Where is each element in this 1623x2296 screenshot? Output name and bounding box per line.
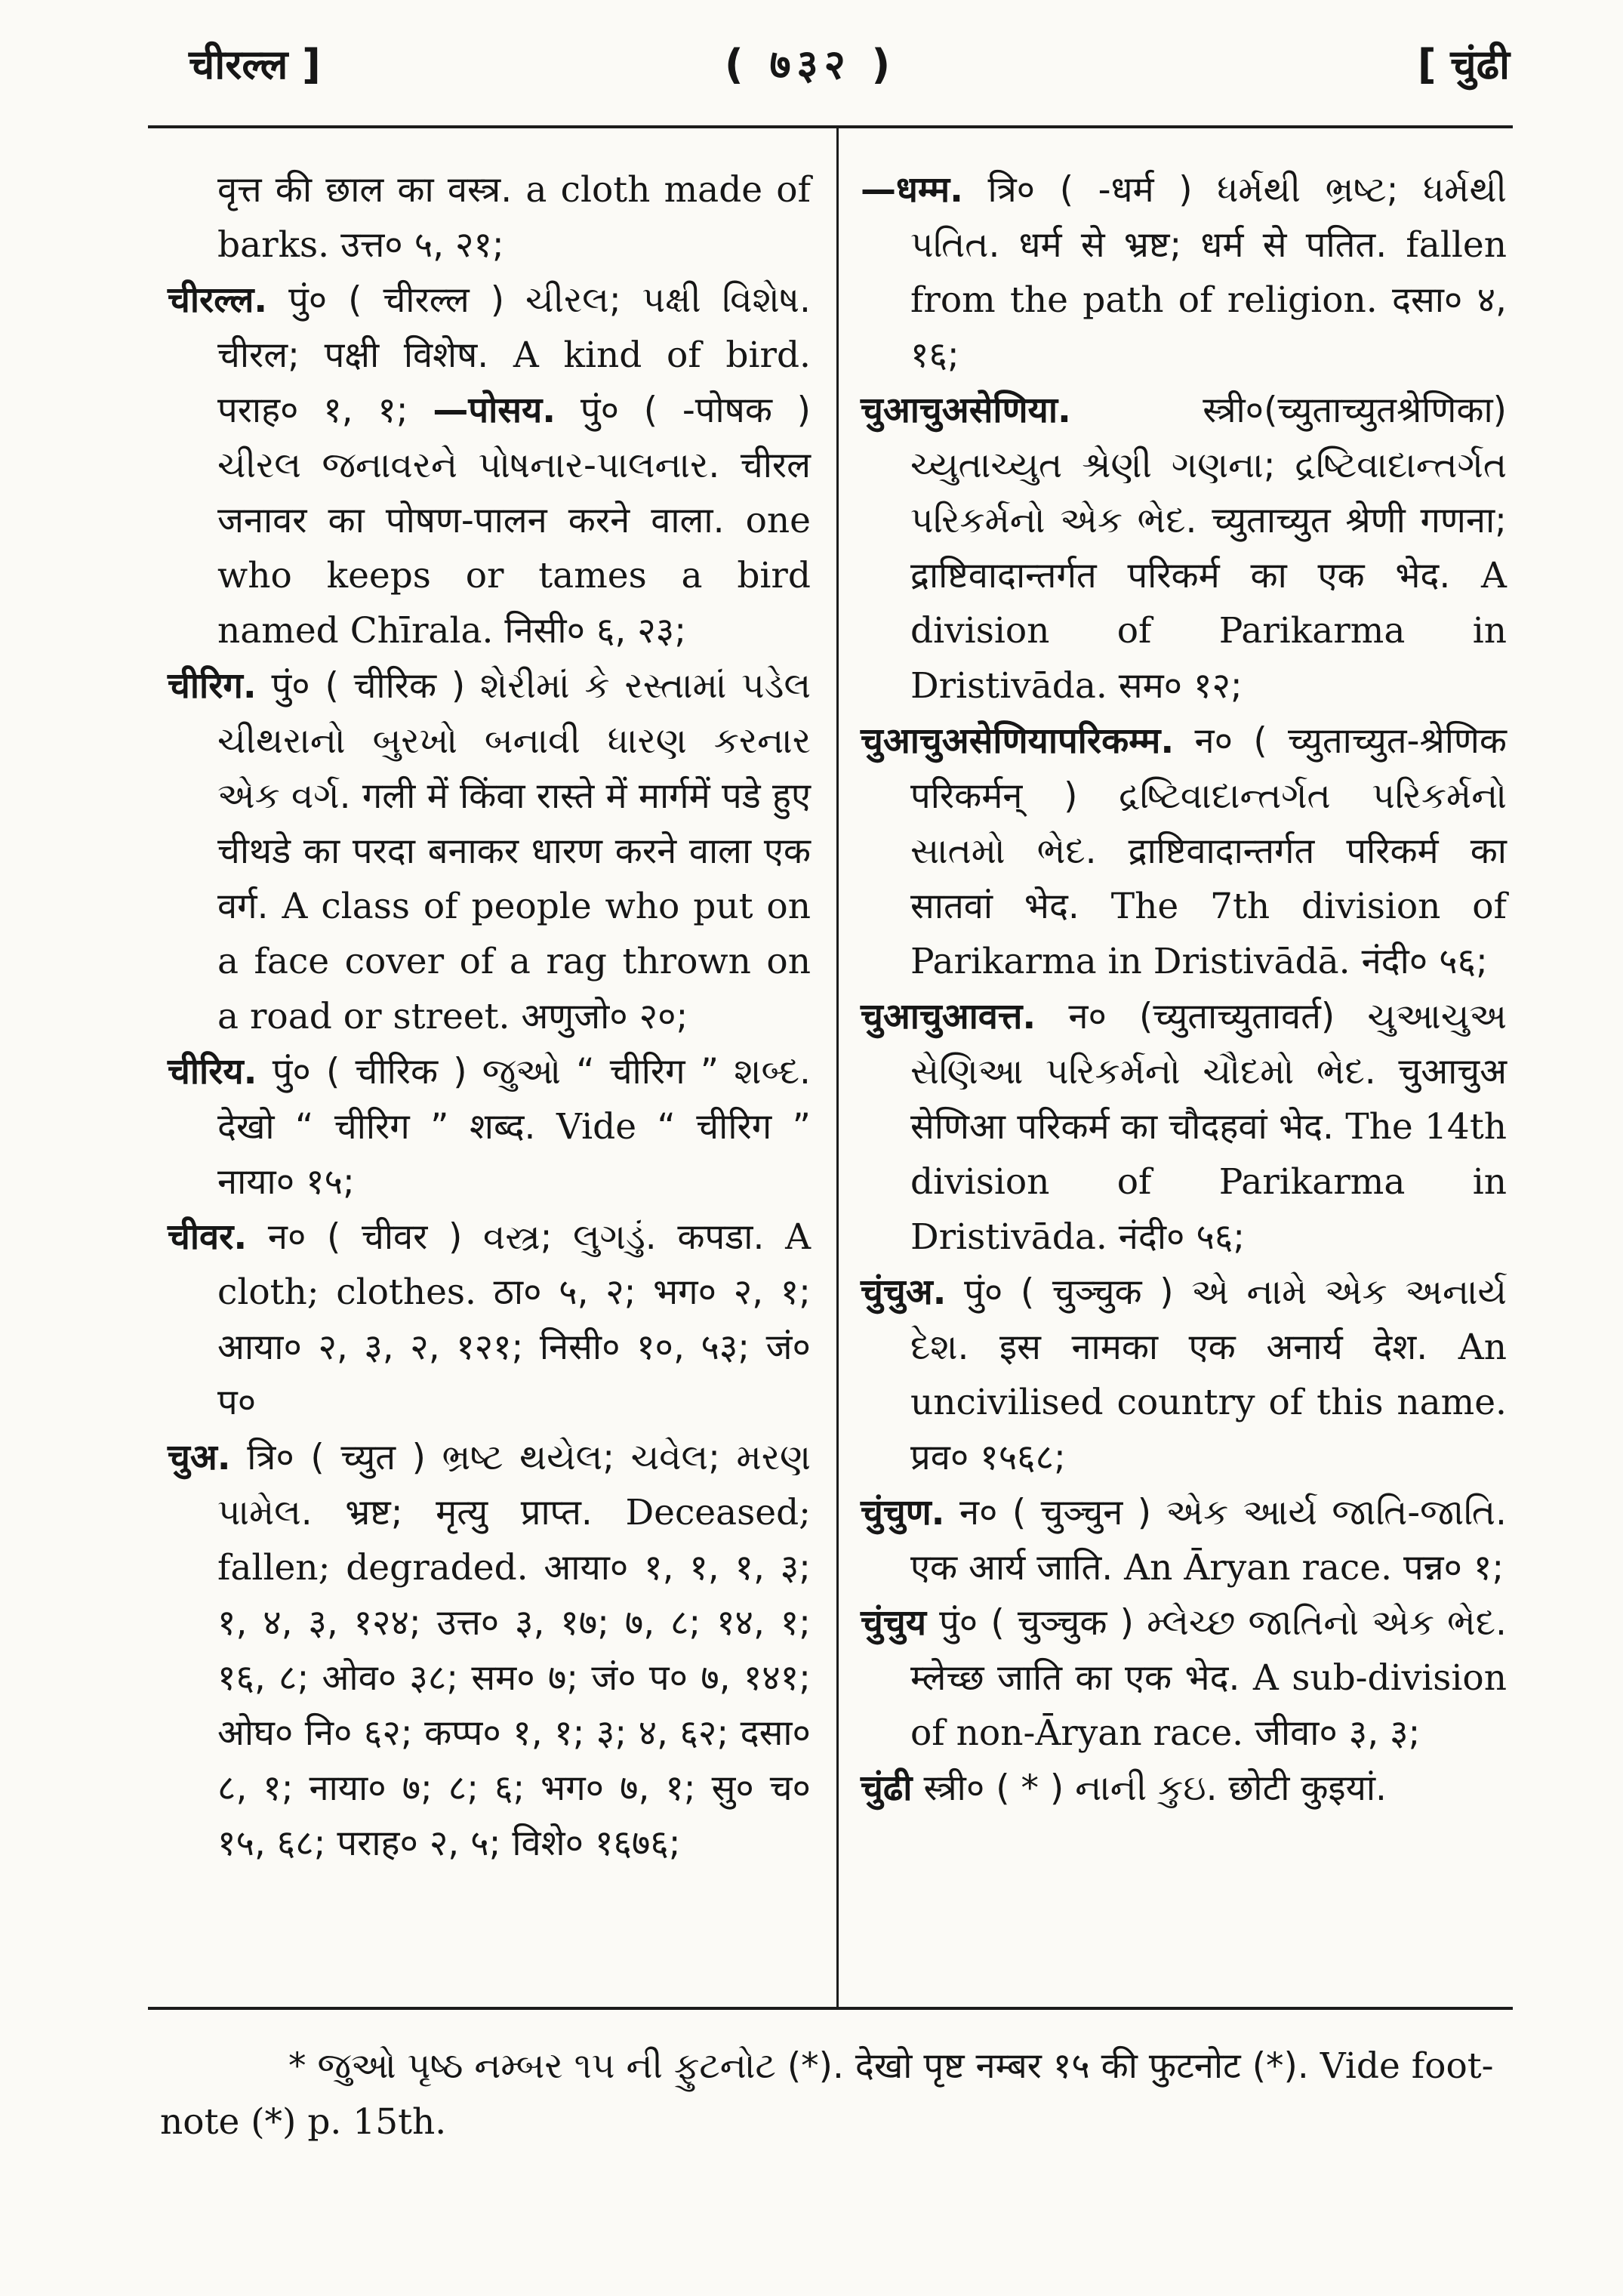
header-first-headword: चीरल्ल ] <box>189 41 321 88</box>
footnote <box>160 2039 1511 2150</box>
entry-hindi: धर्म से भ्रष्ट; धर्म से पतित. <box>1018 224 1387 266</box>
entry-english: An uncivilised country of this name. <box>910 1327 1507 1423</box>
entry-english: A cloth; clothes. <box>217 1216 812 1313</box>
dictionary-entry <box>861 383 1507 713</box>
entry-references: आया० १, १, १, ३; १, ४, ३, १२४; उत्त० ३, १७; ७, ८; १४, १; १६, ८; ओव० ३८; सम० ७; जं० प० ७, १४१; ओघ० नि० ६२; कप्प० १, १; ३; ४, ६२; दसा० ८, १; नाया० ७; ८; ६; भग० ७, १; सु० च० १५, ६८; पराह० २, ५; विशे० १६७६; <box>217 1547 811 1864</box>
entry-grammar: त्रि० ( -धर्म ) <box>987 169 1193 211</box>
entry-references: दसा० ४, १६; <box>910 279 1507 376</box>
entry-grammar: पुं० ( चुञ्चुक ) <box>939 1602 1134 1644</box>
entry-gujarati: દ્રષ્ટિવાદાન્તર્ગત પરિકર્મનો સાતમો ભેદ. <box>910 775 1507 872</box>
dictionary-entry <box>861 1485 1507 1595</box>
entry-english: A division of Parikarma in Dristivāda. <box>910 555 1507 707</box>
dictionary-entry <box>861 713 1507 989</box>
entry-grammar: पुं० ( चीरिक ) <box>272 1051 467 1093</box>
entry-grammar: पुं० ( चुञ्चुक ) <box>964 1271 1174 1313</box>
entry-sub-headword: —धम्म. <box>861 169 963 211</box>
entry-grammar: न० ( चुञ्चुन ) <box>959 1492 1152 1533</box>
entry-gujarati: ચુઆચુઅ સેણિઆ પરિકર્મનો ચૌદમો ભેદ. <box>910 996 1507 1093</box>
entry-english: a cloth made of barks. <box>217 169 811 266</box>
entry-grammar: स्त्री० ( * ) <box>923 1767 1064 1809</box>
entry-references: अणुजो० २०; <box>521 996 688 1037</box>
entry-hindi: द्राष्टिवादान्तर्गत परिकर्म का सातवां भेद. <box>910 831 1507 927</box>
footnote-gujarati: * જુઓ પૃષ્ઠ નમ્બર ૧૫ ની ફુટનોટ (*). <box>288 2045 844 2087</box>
entry-headword: चीवर. <box>168 1216 248 1258</box>
entry-headword: चुआचुअसेणियापरिकम्म. <box>861 720 1175 762</box>
dictionary-entry <box>168 1044 811 1210</box>
dictionary-entry <box>861 1761 1507 1816</box>
footnote-hindi: देखो पृष्ट नम्बर १५ की फुटनोट (*). <box>855 2045 1309 2087</box>
dictionary-entry <box>168 162 811 273</box>
entry-gujarati: વસ્ત્ર; લુગડું. <box>483 1216 657 1258</box>
entry-references: नाया० १५; <box>217 1161 355 1203</box>
dictionary-entry <box>861 1595 1507 1761</box>
entry-sub-headword: —पोसय. <box>433 390 556 431</box>
entry-hindi: चुआचुअ सेणिआ परिकर्म का चौदहवां भेद. <box>910 1051 1507 1148</box>
entry-hindi: म्लेच्छ जाति का एक भेद. <box>910 1657 1240 1699</box>
entry-references: ठा० ५, २; भग० २, १; आया० २, ३, २, १२१; निसी० १०, ५३; जं० प० <box>217 1271 812 1423</box>
entry-gujarati: ચ્યુતાચ્યુત શ્રેણી ગણના; દ્રષ્ટિવાદાન્તર્ગત પરિકર્મનો એક ભેદ. <box>910 445 1507 541</box>
entry-headword: चुंचुण. <box>861 1492 945 1533</box>
entry-sub-references: निसी० ६, २३; <box>504 610 687 652</box>
entry-hindi: गली में किंवा रास्ते में मार्गमें पडे हुए चीथडे का परदा बनाकर धारण करने वाला एक वर्ग. <box>217 775 811 927</box>
entry-headword: चुअ. <box>168 1437 231 1478</box>
entry-headword: चुआचुअसेणिया. <box>861 390 1071 431</box>
entry-gujarati: એ નામે એક અનાર્ય દેશ. <box>910 1271 1507 1368</box>
footnote-english: Vide foot-note (*) p. 15th. <box>160 2045 1494 2143</box>
entry-english: A sub-division of non-Āryan race. <box>910 1657 1507 1754</box>
running-header <box>0 29 1623 97</box>
entry-headword: चुंचुय <box>861 1602 926 1644</box>
entry-gujarati: ભ્રષ્ટ થયેલ; ચવેલ; મરણ પામેલ. <box>217 1437 811 1533</box>
entry-english: The 7th division of Parikarma in Dristivādā. <box>910 886 1507 982</box>
entry-gujarati: એક આર્ય જાતિ-જાતિ. <box>1166 1492 1507 1533</box>
column-divider <box>836 127 839 2007</box>
entry-hindi: छोटी कुइयां. <box>1228 1767 1387 1809</box>
header-rule <box>148 125 1513 128</box>
entry-headword: चीरल्ल. <box>168 279 268 321</box>
entry-headword: चुंढी <box>861 1767 913 1809</box>
entry-gujarati: ચીરલ; પક્ષી વિશેષ. <box>525 279 811 321</box>
entry-gujarati: ધર્મથી ભ્રષ્ટ; ધર્મથી પતિત. <box>910 169 1507 266</box>
entry-hindi: वृत्त की छाल का वस्त्र. <box>217 169 513 211</box>
entry-english: A kind of bird. <box>513 334 811 376</box>
entry-references: नंदी० ५६; <box>1361 941 1488 982</box>
entry-sub-grammar: पुं० ( -पोषक ) <box>580 390 811 431</box>
entry-gujarati: શેરીમાં કે રસ્તામાં પડેલ ચીથરાનો બુરખો બનાવી ધારણ કરનાર એક વર્ગ. <box>217 665 812 817</box>
entry-references: उत्त० ५, २१; <box>340 224 504 266</box>
entry-sub-gujarati: ચીરલ જનાવરને પોષનાર-પાલનાર. <box>217 445 720 486</box>
entry-headword: चीरिय. <box>168 1051 257 1093</box>
entry-references: सम० १२; <box>1118 665 1243 707</box>
entry-gujarati: નાની કુઇ. <box>1075 1767 1218 1809</box>
entry-references: नंदी० ५६; <box>1118 1216 1246 1258</box>
entry-headword: चीरिग. <box>168 665 257 707</box>
entry-hindi: चीरल; पक्षी विशेष. <box>217 334 489 376</box>
entry-grammar: त्रि० ( च्युत ) <box>247 1437 426 1478</box>
entry-english: An Āryan race. <box>1124 1547 1393 1589</box>
entry-hindi: भ्रष्ट; मृत्यु प्राप्त. <box>345 1492 593 1533</box>
entry-grammar: न० (च्युताच्युतावर्त) <box>1068 996 1335 1037</box>
entry-references: प्रव० १५६८; <box>910 1437 1066 1478</box>
entry-vide-target: “ चीरिग ” <box>657 1106 811 1148</box>
entry-english: Vide <box>556 1106 637 1148</box>
entry-gujarati: મ્લેચ્છ જાતિનો એક ભેદ. <box>1147 1602 1507 1644</box>
footnote-rule <box>148 2007 1513 2010</box>
dictionary-entry <box>861 162 1507 383</box>
entry-grammar: पुं० ( चीरिक ) <box>271 665 466 707</box>
entry-english: A class of people who put on a face cover of a rag thrown on a road or street. <box>217 886 812 1037</box>
entry-grammar: न० ( चीवर ) <box>267 1216 463 1258</box>
entry-gujarati: જુઓ “ चीरिग ” શબ્દ. <box>482 1051 811 1093</box>
entry-headword: चुंचुअ. <box>861 1271 947 1313</box>
dictionary-entry <box>168 658 811 1044</box>
header-last-headword: [ चुंढी <box>1417 41 1510 88</box>
dictionary-entry <box>861 1265 1507 1485</box>
entry-sub-english: one who keeps or tames a bird named Chīrala. <box>217 500 811 652</box>
entry-references: पन्न० १; <box>1403 1547 1504 1589</box>
entry-grammar: न० ( च्युताच्युत-श्रेणिक परिकर्मन् ) <box>910 720 1507 817</box>
entry-references: पराह० १, १; <box>217 390 408 431</box>
entry-hindi: कपडा. <box>677 1216 765 1258</box>
entry-hindi: च्युताच्युत श्रेणी गणना; द्राष्टिवादान्तर्गत परिकर्म का एक भेद. <box>910 500 1508 596</box>
left-column <box>168 162 811 1871</box>
entry-grammar: स्त्री०(च्युताच्युतश्रेणिका) <box>1203 390 1507 431</box>
entry-headword: चुआचुआवत्त. <box>861 996 1036 1037</box>
dictionary-entry <box>168 1430 811 1871</box>
dictionary-entry <box>168 1210 811 1430</box>
entry-references: जीवा० ३, ३; <box>1255 1712 1421 1754</box>
dictionary-entry <box>168 273 811 658</box>
entry-english: Deceased; fallen; degraded. <box>217 1492 811 1589</box>
entry-hindi: एक आर्य जाति. <box>910 1547 1113 1589</box>
entry-english: fallen from the path of religion. <box>910 224 1507 321</box>
dictionary-entry <box>861 989 1507 1265</box>
entry-sub-hindi: चीरल जनावर का पोषण-पालन करने वाला. <box>217 445 811 541</box>
page-number: ( ७३२ ) <box>725 41 897 88</box>
right-column <box>861 162 1507 1816</box>
entry-english: The 14th division of Parikarma in Dristivāda. <box>910 1106 1507 1258</box>
entry-grammar: पुं० ( चीरल्ल ) <box>288 279 505 321</box>
entry-hindi: इस नामका एक अनार्य देश. <box>999 1327 1428 1368</box>
entry-hindi: देखो “ चीरिग ” शब्द. <box>217 1106 536 1148</box>
